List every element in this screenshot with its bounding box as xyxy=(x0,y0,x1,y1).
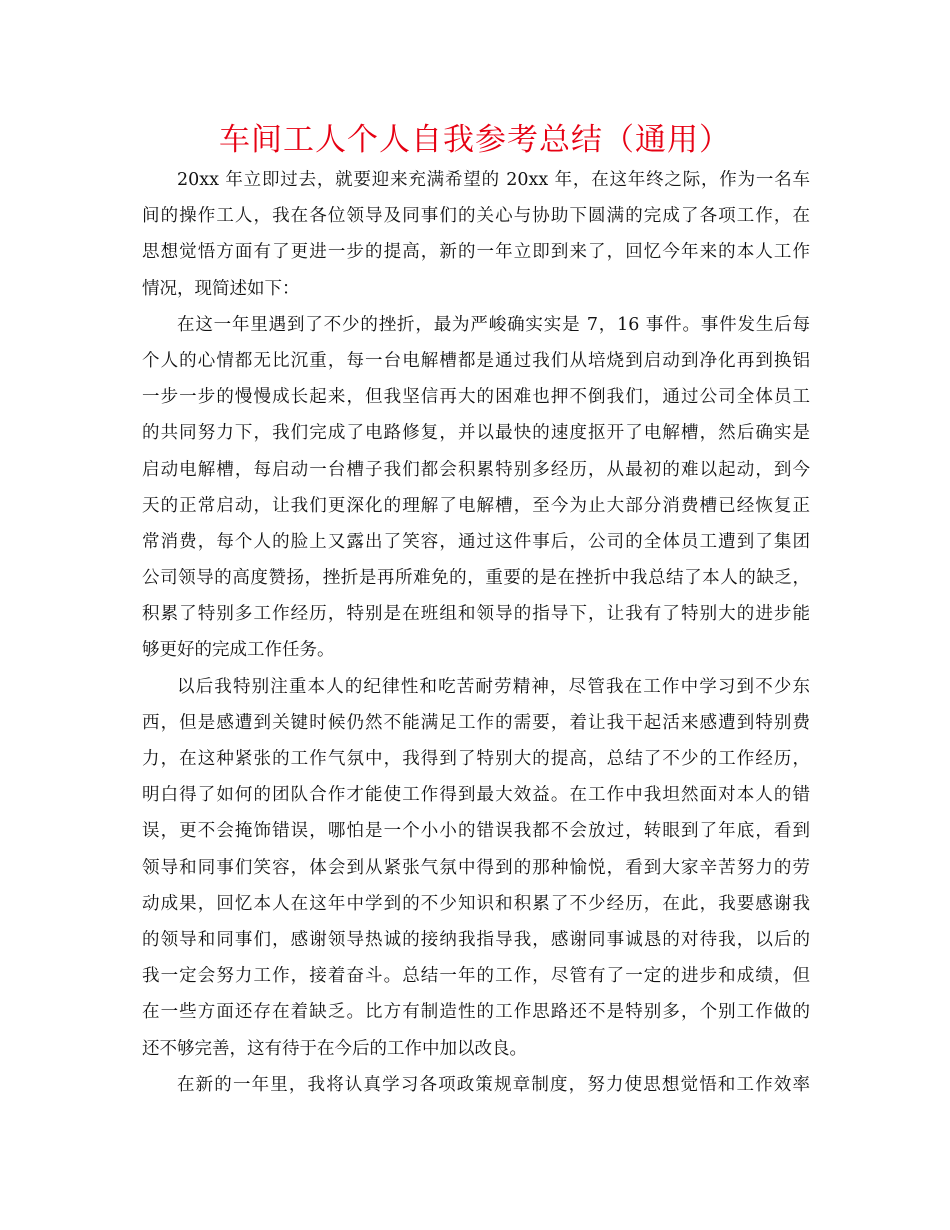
body-line: 公司领导的高度赞扬，挫折是再所难免的，重要的是在挫折中我总结了本人的缺乏， xyxy=(142,568,810,589)
body-line: 我一定会努力工作，接着奋斗。总结一年的工作，尽管有了一定的进步和成绩，但 xyxy=(142,966,810,987)
body-line: 个人的心情都无比沉重，每一台电解槽都是通过我们从培烧到启动到净化再到换铝 xyxy=(142,350,810,371)
body-line: 启动电解槽，每启动一台槽子我们都会积累特别多经历，从最初的难以起动，到今 xyxy=(142,459,810,480)
body-line: 明白得了如何的团队合作才能使工作得到最大效益。在工作中我坦然面对本人的错 xyxy=(142,785,810,806)
body-line: 领导和同事们笑容，体会到从紧张气氛中得到的那种愉悦，看到大家辛苦努力的劳 xyxy=(142,857,810,878)
body-line: 力，在这种紧张的工作气氛中，我得到了特别大的提高，总结了不少的工作经历， xyxy=(142,749,810,769)
body-line: 在一些方面还存在着缺乏。比方有制造性的工作思路还不是特别多，个别工作做的 xyxy=(142,1002,810,1023)
body-line: 思想觉悟方面有了更进一步的提高，新的一年立即到来了，回忆今年来的本人工作 xyxy=(142,242,810,263)
body-line: 20xx 年立即过去，就要迎来充满希望的 20xx 年，在这年终之际，作为一名车 xyxy=(177,170,810,190)
body-line: 在新的一年里，我将认真学习各项政策规章制度，努力使思想觉悟和工作效率 xyxy=(177,1074,810,1095)
body-line: 天的正常启动，让我们更深化的理解了电解槽，至今为止大部分消费槽已经恢复正 xyxy=(142,495,810,516)
body-line: 误，更不会掩饰错误，哪怕是一个小小的错误我都不会放过，转眼到了年底，看到 xyxy=(142,821,810,842)
body-line: 还不够完善，这有待于在今后的工作中加以改良。 xyxy=(142,1038,527,1059)
document-title: 车间工人个人自我参考总结（通用） xyxy=(219,122,731,158)
body-line: 够更好的完成工作任务。 xyxy=(142,640,335,661)
body-line: 间的操作工人，我在各位领导及同事们的关心与协助下圆满的完成了各项工作，在 xyxy=(142,206,810,227)
body-line: 在这一年里遇到了不少的挫折，最为严峻确实实是 7，16 事件。事件发生后每 xyxy=(177,314,810,335)
body-line: 的共同努力下，我们完成了电路修复，并以最快的速度抠开了电解槽，然后确实是 xyxy=(142,423,810,444)
body-line: 以后我特别注重本人的纪律性和吃苦耐劳精神，尽管我在工作中学习到不少东 xyxy=(177,676,810,697)
body-line: 动成果，回忆本人在这年中学到的不少知识和积累了不少经历，在此，我要感谢我 xyxy=(142,893,810,914)
body-line: 西，但是感遭到关键时候仍然不能满足工作的需要，着让我干起活来感遭到特别费 xyxy=(142,712,810,733)
body-line: 情况，现简述如下： xyxy=(142,278,300,299)
body-line: 常消费，每个人的脸上又露出了笑容，通过这件事后，公司的全体员工遭到了集团 xyxy=(142,531,810,552)
body-line: 积累了特别多工作经历，特别是在班组和领导的指导下，让我有了特别大的进步能 xyxy=(142,604,810,625)
body-line: 一步一步的慢慢成长起来，但我坚信再大的困难也押不倒我们，通过公司全体员工 xyxy=(142,387,810,408)
body-line: 的领导和同事们，感谢领导热诚的接纳我指导我，感谢同事诚恳的对待我，以后的 xyxy=(142,929,810,950)
document-body xyxy=(142,162,810,1103)
